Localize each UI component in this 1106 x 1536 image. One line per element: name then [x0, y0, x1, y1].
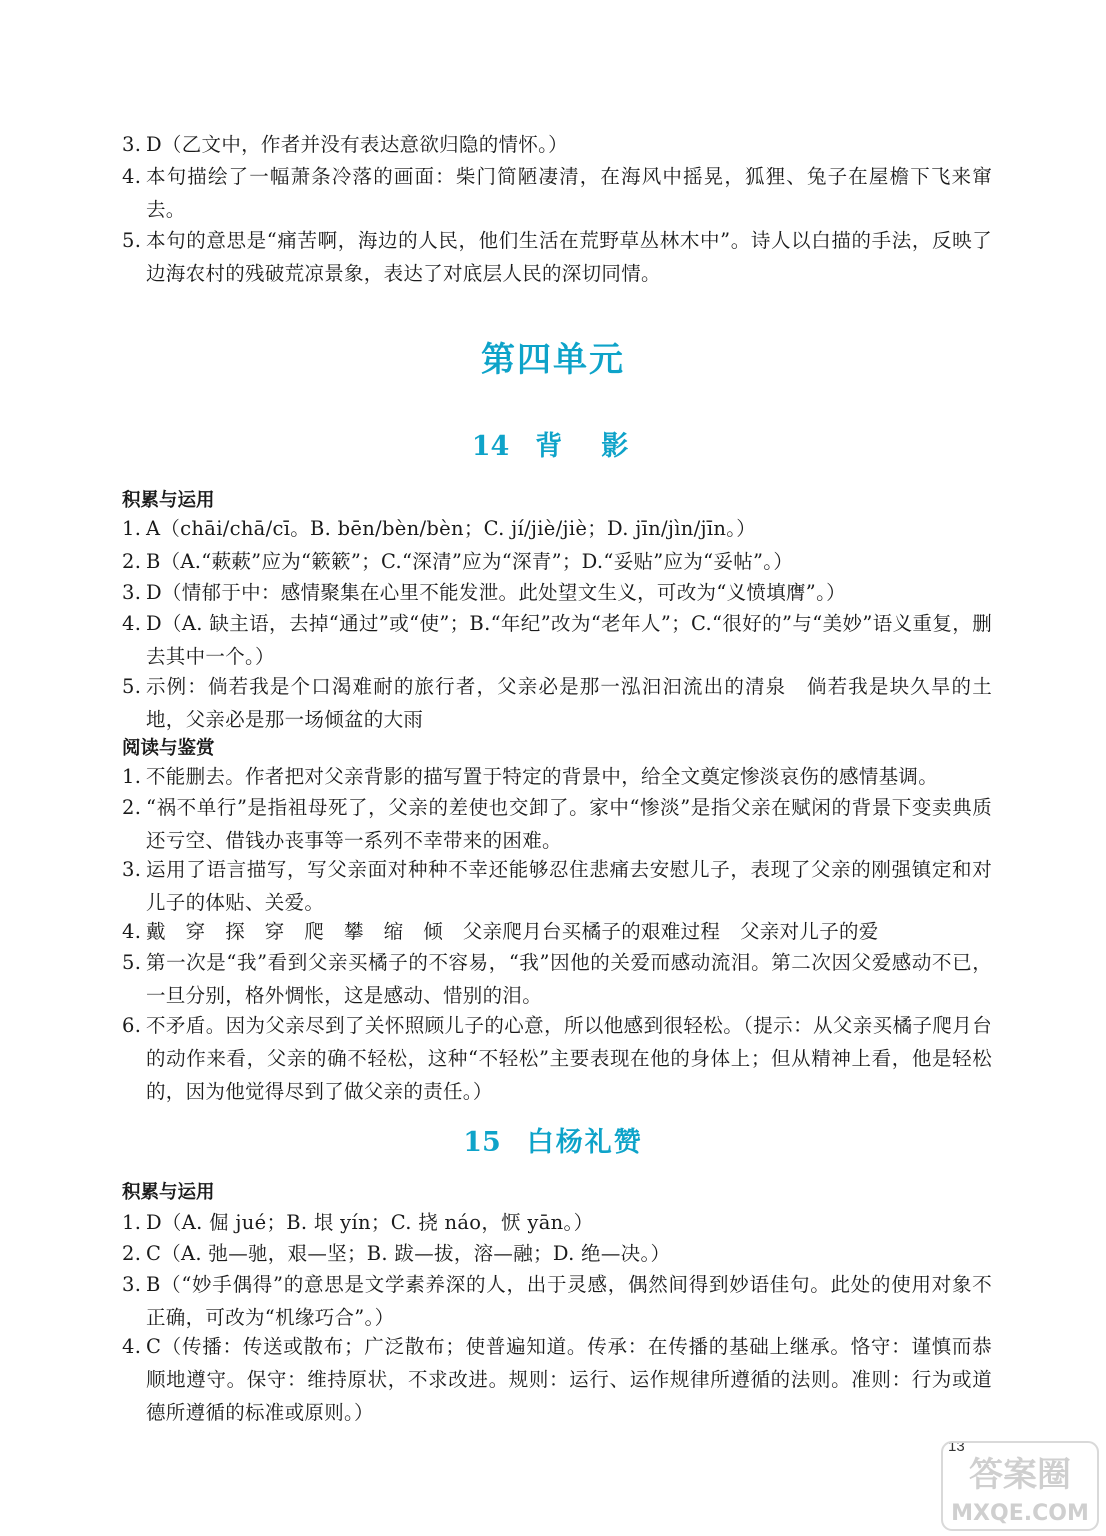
- item-text: A（chāi/chā/cī。B. bēn/bèn/bèn；C. jí/jiè/jiè；D. jīn/jìn/jīn。）: [146, 517, 757, 540]
- item-text: “祸不单行”是指祖母死了，父亲的差使也交卸了。家中“惨淡”是指父亲在赋闲的背景下变卖典质还亏空、借钱办丧事等一系列不幸带来的困难。: [146, 796, 992, 852]
- item-number: 3.: [122, 858, 142, 881]
- item-text: C（A. 弛—驰，艰—坚；B. 跋—拔，溶—融；D. 绝—决。）: [146, 1242, 671, 1265]
- lesson-title: [0, 424, 1106, 463]
- item-text: D（乙文中，作者并没有表达意欲归隐的情怀。）: [146, 133, 568, 156]
- lesson-number: 14: [471, 431, 510, 462]
- answer-item: [122, 760, 992, 793]
- answer-item: [122, 1206, 992, 1239]
- item-text: 不能删去。作者把对父亲背影的描写置于特定的背景中，给全文奠定惨淡哀伤的感情基调。: [146, 765, 939, 788]
- answer-item: [122, 1009, 992, 1108]
- section-heading: 阅读与鉴赏: [122, 738, 215, 759]
- answer-item: [122, 1237, 992, 1270]
- page-number: 13: [948, 1438, 965, 1455]
- answer-item: [122, 791, 992, 857]
- watermark-text: 答案圈: [969, 1455, 1071, 1495]
- watermark-logo: [940, 1440, 1100, 1532]
- item-number: 5.: [122, 951, 142, 974]
- item-number: 2.: [122, 550, 142, 573]
- item-number: 4.: [122, 612, 142, 635]
- answer-item: [122, 670, 992, 736]
- item-number: 6.: [122, 1014, 142, 1037]
- item-text: C（传播：传送或散布；广泛散布；使普遍知道。传承：在传播的基础上继承。恪守：谨慎而恭顺地遵守。保守：维持原状，不求改进。规则：运行、运作规律所遵循的法则。准则：行为或道德所遵循的标准或原则。）: [146, 1335, 992, 1424]
- lesson-name: 背 影: [535, 431, 635, 462]
- answer-item: [122, 576, 992, 609]
- answer-item: [122, 1268, 992, 1334]
- item-text: 不矛盾。因为父亲尽到了关怀照顾儿子的心意，所以他感到很轻松。（提示：从父亲买橘子爬月台的动作来看，父亲的确不轻松，这种“不轻松”主要表现在他的身体上；但从精神上看，他是轻松的，因为他觉得尽到了做父亲的责任。）: [146, 1014, 992, 1103]
- item-number: 3.: [122, 581, 142, 604]
- item-text: 本句的意思是“痛苦啊，海边的人民，他们生活在荒野草丛林木中”。诗人以白描的手法，反映了边海农村的残破荒凉景象，表达了对底层人民的深切同情。: [146, 229, 992, 285]
- section-heading: 积累与运用: [122, 490, 215, 511]
- item-number: 1.: [122, 765, 142, 788]
- item-number: 3.: [122, 133, 142, 156]
- item-text: 第一次是“我”看到父亲买橘子的不容易，“我”因他的关爱而感动流泪。第二次因父爱感动不已，一旦分别，格外惆怅，这是感动、惜别的泪。: [146, 951, 992, 1007]
- item-text: B（“妙手偶得”的意思是文学素养深的人，出于灵感，偶然间得到妙语佳句。此处的使用对象不正确，可改为“机缘巧合”。）: [146, 1273, 992, 1329]
- item-number: 1.: [122, 1211, 142, 1234]
- item-number: 1.: [122, 517, 142, 540]
- answer-item: [122, 853, 992, 919]
- lesson-name: 白杨礼赞: [526, 1127, 643, 1158]
- item-text: D（A. 缺主语，去掉“通过”或“使”；B.“年纪”改为“老年人”；C.“很好的”与“美妙”语义重复，删去其中一个。）: [146, 612, 992, 668]
- answer-item: [122, 1330, 992, 1429]
- lesson-number: 15: [463, 1127, 501, 1158]
- item-number: 4.: [122, 165, 142, 188]
- item-number: 4.: [122, 920, 142, 943]
- item-text: 运用了语言描写，写父亲面对种种不幸还能够忍住悲痛去安慰儿子，表现了父亲的刚强镇定和对儿子的体贴、关爱。: [146, 858, 992, 914]
- item-text: D（A. 倔 jué；B. 垠 yín；C. 挠 náo，恹 yān。）: [146, 1211, 594, 1234]
- answer-item: [122, 160, 992, 226]
- lesson-title: [0, 1120, 1106, 1159]
- answer-item: [122, 607, 992, 673]
- item-text: 示例：倘若我是个口渴难耐的旅行者，父亲必是那一泓汩汩流出的清泉 倘若我是块久旱的土地，父亲必是那一场倾盆的大雨: [146, 675, 992, 731]
- section-heading: 积累与运用: [122, 1182, 215, 1203]
- item-number: 5.: [122, 229, 142, 252]
- item-number: 5.: [122, 675, 142, 698]
- answer-item: [122, 128, 992, 161]
- item-text: 本句描绘了一幅萧条冷落的画面：柴门简陋凄清，在海风中摇晃，狐狸、兔子在屋檐下飞来窜去。: [146, 165, 992, 221]
- item-number: 4.: [122, 1335, 142, 1358]
- watermark-url: MXQE.COM: [951, 1501, 1089, 1526]
- item-number: 3.: [122, 1273, 142, 1296]
- item-number: 2.: [122, 796, 142, 819]
- unit-title: 第四单元: [481, 340, 625, 380]
- item-text: D（情郁于中：感情聚集在心里不能发泄。此处望文生义，可改为“义愤填膺”。）: [146, 581, 846, 604]
- answer-item: [122, 512, 992, 545]
- answer-item: [122, 224, 992, 290]
- answer-item: [122, 946, 992, 1012]
- item-text: 戴 穿 探 穿 爬 攀 缩 倾 父亲爬月台买橘子的艰难过程 父亲对儿子的爱: [146, 920, 879, 943]
- item-text: B（A.“蔌蔌”应为“簌簌”；C.“深清”应为“深青”；D.“妥贴”应为“妥帖”。）: [146, 550, 794, 573]
- answer-item: [122, 915, 992, 948]
- answer-item: [122, 545, 992, 578]
- item-number: 2.: [122, 1242, 142, 1265]
